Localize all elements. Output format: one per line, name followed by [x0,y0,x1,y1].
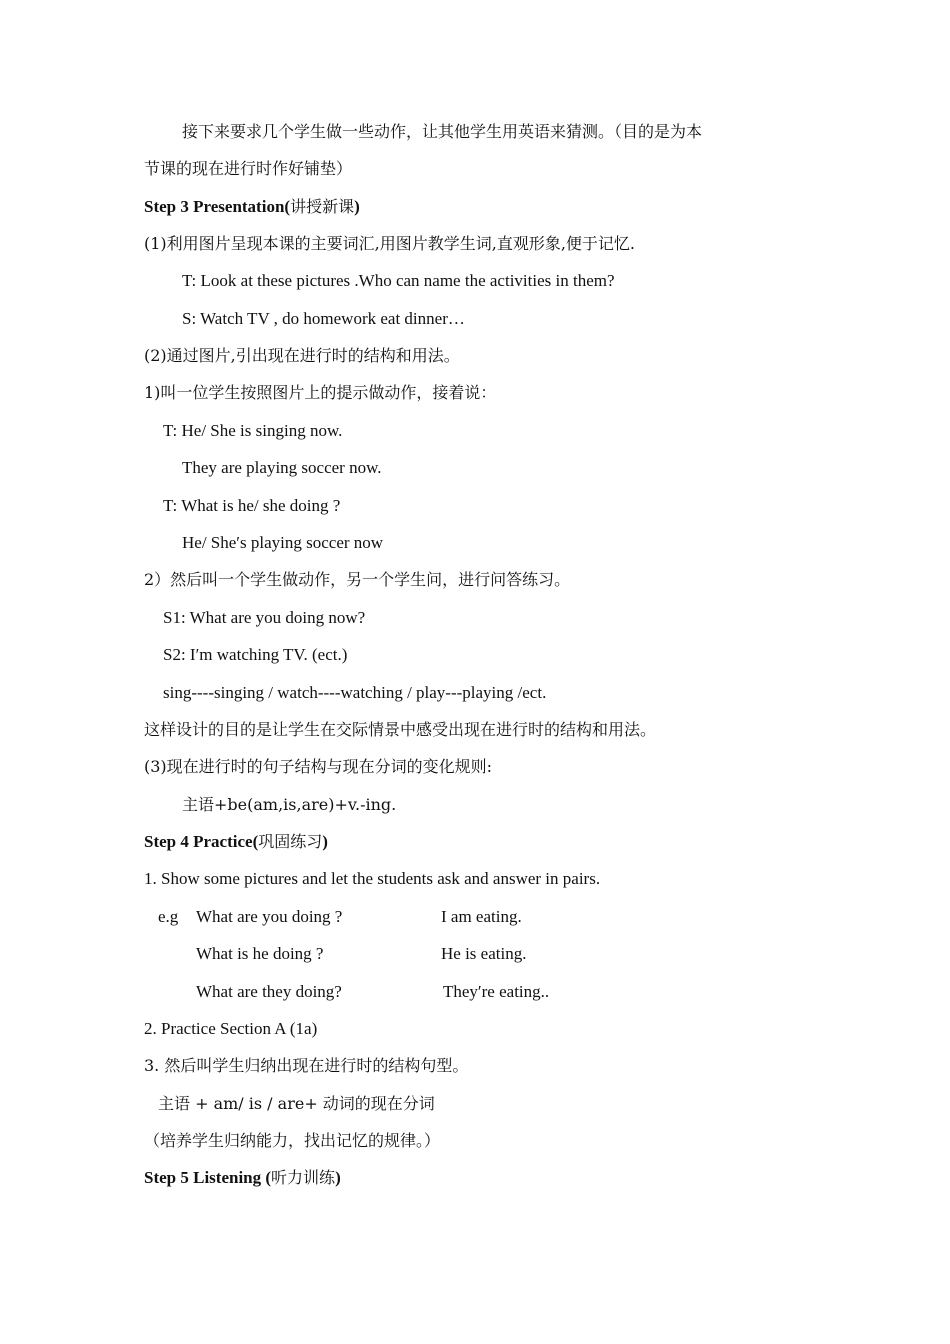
step4-heading [144,831,328,853]
step4-item-1: 1. Show some pictures and let the students ask and answer in pairs. [144,869,601,888]
teacher-line-2: T: What is he/ she doing ? [163,496,341,515]
teacher-line-2b: He/ She′s playing soccer now [182,533,384,552]
step3-heading-en: Step 3 Presentation( [144,197,291,216]
student-2-line: S2: I′m watching TV. (ect.) [163,645,348,664]
step4-heading-en: Step 4 Practice( [144,832,259,851]
question-2: What is he doing ? [196,944,324,963]
step3-sub-1: 1)叫一位学生按照图片上的提示做动作，接着说： [144,383,497,402]
verb-forms-line: sing----singing / watch----watching / play---playing /ect. [163,683,547,702]
step3-item-3: (3)现在进行时的句子结构与现在分词的变化规则: [144,757,493,776]
step3-item-1: (1)利用图片呈现本课的主要词汇,用图片教学生词,直观形象,便于记忆. [144,234,636,253]
student-1-line: S1: What are you doing now? [163,608,366,627]
teacher-line-1: T: He/ She is singing now. [163,421,343,440]
step3-heading-close: ) [354,197,360,216]
step3-sub-2: 2）然后叫一个学生做动作，另一个学生问，进行问答练习。 [144,570,571,589]
question-1: What are you doing ? [196,907,343,926]
step5-heading-en: Step 5 Listening ( [144,1168,272,1187]
teacher-line: T: Look at these pictures .Who can name the activities in them? [182,271,615,290]
step4-item-2: 2. Practice Section A (1a) [144,1019,318,1038]
teacher-line-1b: They are playing soccer now. [182,458,382,477]
formula-line: 主语+be(am,is,are)+v.-ing. [182,795,397,814]
step5-heading [144,1167,341,1189]
step4-heading-close: ) [322,832,328,851]
step3-item-2: (2)通过图片,引出现在进行时的结构和用法。 [144,346,460,365]
structure-line: 主语 + am/ is / are+ 动词的现在分词 [158,1094,435,1113]
step3-heading-cn: 讲授新课 [290,197,355,216]
note-line: （培养学生归纳能力，找出记忆的规律。） [144,1131,441,1150]
purpose-line: 这样设计的目的是让学生在交际情景中感受出现在进行时的结构和用法。 [144,720,657,739]
answer-2: He is eating. [441,944,527,963]
step5-heading-close: ) [335,1168,341,1187]
step4-item-3: 3. 然后叫学生归纳出现在进行时的结构句型。 [144,1056,469,1075]
question-3: What are they doing? [196,982,342,1001]
paragraph-line-1: 接下来要求几个学生做一些动作，让其他学生用英语来猜测。（目的是为本 [182,122,703,141]
answer-3: They′re eating.. [443,982,550,1001]
student-line: S: Watch TV , do homework eat dinner… [182,309,465,328]
step3-heading [144,196,360,218]
answer-1: I am eating. [441,907,522,926]
step5-heading-cn: 听力训练 [271,1168,336,1187]
paragraph-line-2: 节课的现在进行时作好铺垫） [144,159,353,178]
step4-heading-cn: 巩固练习 [258,832,323,851]
eg-label: e.g [158,907,179,926]
